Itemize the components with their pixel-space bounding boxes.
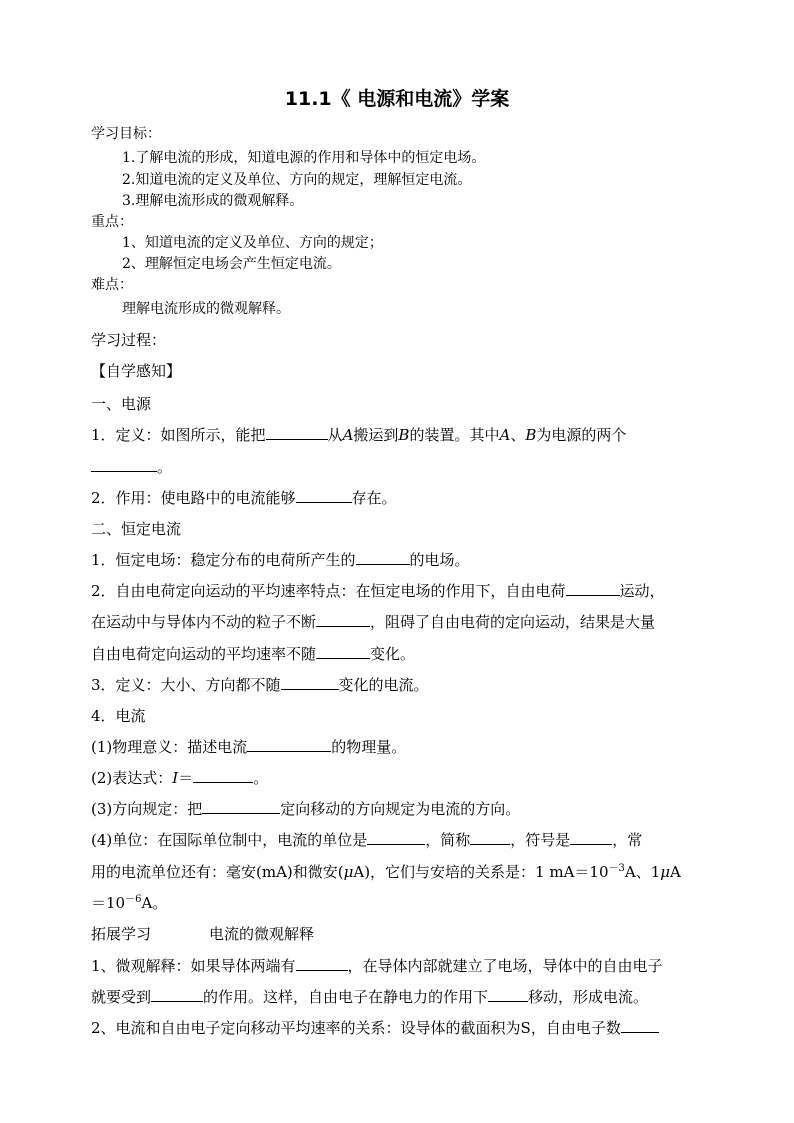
key-point-item: 2、理解恒定电场会产生恒定电流。 (122, 256, 341, 272)
objectives-heading: 学习目标： (91, 126, 161, 142)
unit-line-2: 用的电流单位还有：毫安(mA)和微安(μA)，它们与安培的关系是：1 $mA=10^{-3}A$、1μA (91, 863, 681, 881)
answer-blank[interactable] (193, 768, 253, 783)
drift-speed-line-1: 2．自由电荷定向运动的平均速率特点：在恒定电场的作用下，自由电荷 运动， (91, 582, 665, 600)
key-point-item: 1、知道电流的定义及单位、方向的规定； (122, 235, 383, 251)
answer-blank[interactable] (202, 799, 280, 814)
answer-blank[interactable] (367, 830, 425, 845)
constant-field-line: 1．恒定电场：稳定分布的电荷所产生的 的电场。 (91, 551, 470, 569)
answer-blank[interactable] (151, 987, 203, 1002)
objective-item: 1.了解电流的形成，知道电源的作用和导体中的恒定电场。 (122, 150, 486, 166)
page-title: 11.1《 电源和电流》学案 (284, 88, 510, 110)
current-heading: 4．电流 (91, 707, 146, 725)
drift-speed-line-2: 在运动中与导体内不动的粒子不断 ，阻碍了自由电荷的定向运动，结果是大量 (91, 613, 656, 631)
power-role-line: 2．作用：使电路中的电流能够 存在。 (91, 489, 397, 507)
answer-blank[interactable] (266, 425, 328, 440)
unit-line-3: $=10^{-6}A$。 (91, 894, 168, 912)
answer-blank[interactable] (296, 488, 352, 503)
unit-line-1: (4)单位：在国际单位制中，电流的单位是 ，简称 ，符号是 ，常 (91, 831, 643, 849)
power-definition-line: 1．定义：如图所示，能把 从A搬运到B的装置。其中A、B为电源的两个 (91, 426, 627, 444)
self-study-heading: 【自学感知】 (91, 362, 182, 380)
answer-blank[interactable] (281, 675, 339, 690)
answer-blank[interactable] (566, 581, 620, 596)
answer-blank[interactable] (247, 737, 331, 752)
key-points-heading: 重点： (91, 214, 133, 230)
relation-line: 2、电流和自由电子定向移动平均速率的关系：设导体的截面积为S，自由电子数 (91, 1018, 659, 1038)
answer-blank[interactable] (570, 830, 612, 845)
physical-meaning-line: (1)物理意义：描述电流 的物理量。 (91, 738, 407, 756)
answer-blank[interactable] (316, 612, 370, 627)
constant-current-definition: 3．定义：大小、方向都不随 变化的电流。 (91, 676, 429, 694)
section2-heading: 二、恒定电流 (91, 520, 182, 538)
answer-blank[interactable] (316, 644, 370, 659)
expression-line: (2)表达式：I＝ 。 (91, 769, 269, 787)
extension-heading: 拓展学习 电流的微观解释 (91, 925, 315, 943)
objective-item: 2.知道电流的定义及单位、方向的规定，理解恒定电流。 (122, 172, 472, 188)
objective-item: 3.理解电流形成的微观解释。 (122, 193, 304, 209)
micro-explanation-line-1: 1、微观解释：如果导体两端有 ，在导体内部就建立了电场，导体中的自由电子 (91, 957, 663, 975)
answer-blank[interactable] (356, 550, 410, 565)
section1-heading: 一、电源 (91, 395, 152, 413)
answer-blank[interactable] (488, 987, 528, 1002)
answer-blank[interactable] (621, 1018, 659, 1033)
process-heading: 学习过程： (91, 331, 167, 349)
answer-blank[interactable] (470, 830, 510, 845)
direction-line: (3)方向规定：把 定向移动的方向规定为电流的方向。 (91, 800, 521, 818)
difficulty-item: 理解电流形成的微观解释。 (122, 301, 290, 317)
power-definition-line-2: 。 (91, 457, 172, 477)
drift-speed-line-3: 自由电荷定向运动的平均速率不随 变化。 (91, 645, 416, 663)
answer-blank[interactable] (296, 956, 348, 971)
difficulties-heading: 难点： (91, 277, 133, 293)
micro-explanation-line-2: 就要受到 的作用。这样，自由电子在静电力的作用下 移动，形成电流。 (91, 988, 649, 1006)
answer-blank[interactable] (91, 457, 157, 472)
